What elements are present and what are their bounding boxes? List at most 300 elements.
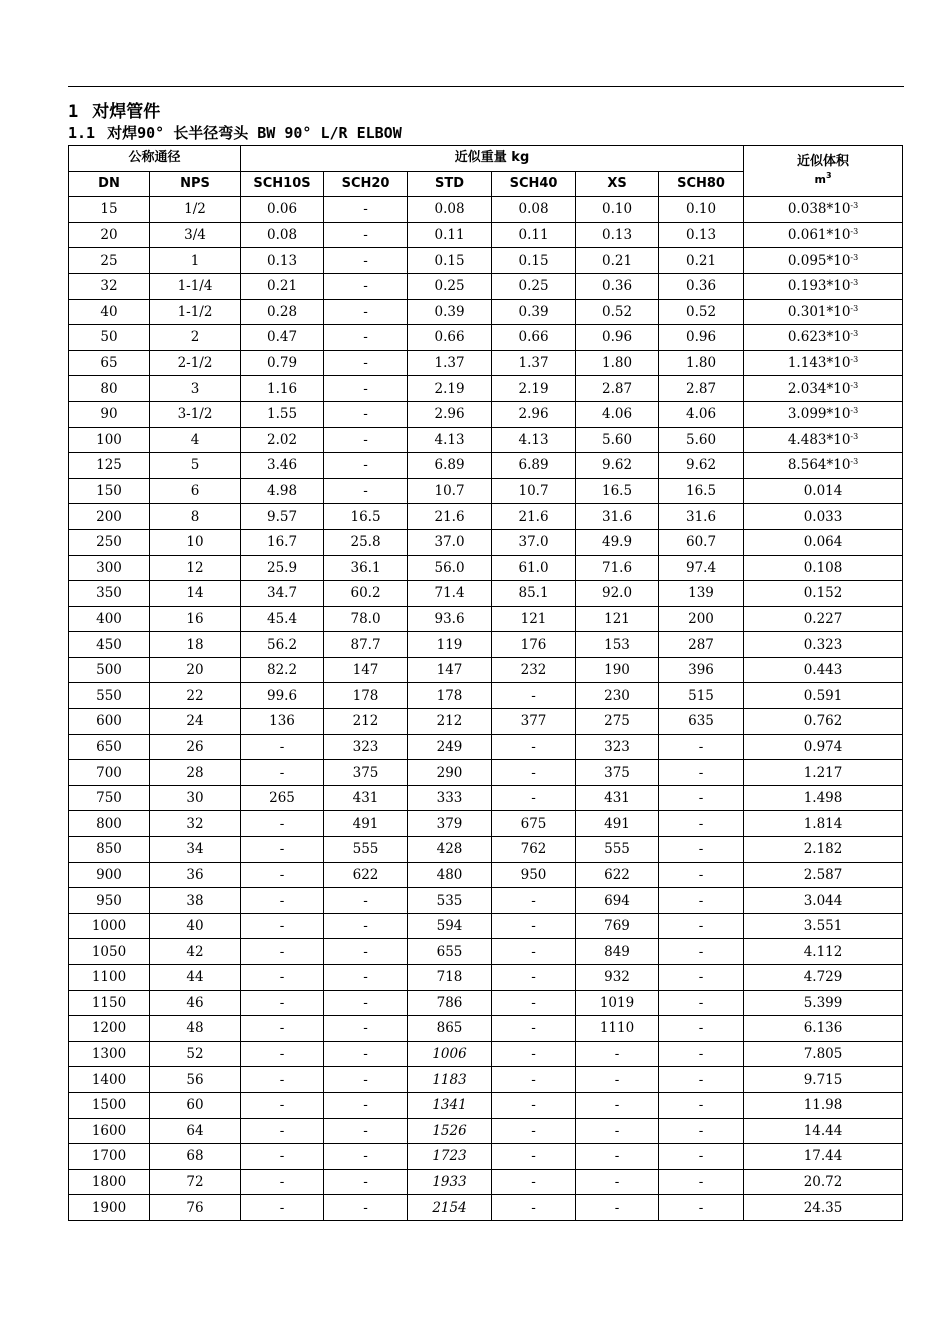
cell-sch20: 147	[324, 657, 408, 683]
cell-nps: 3/4	[150, 222, 241, 248]
cell-sch10s: 0.13	[241, 248, 324, 274]
cell-sch10s: 9.57	[241, 504, 324, 530]
cell-volume: 0.974	[744, 734, 903, 760]
cell-xs: -	[576, 1118, 659, 1144]
cell-sch80: 31.6	[659, 504, 744, 530]
col-header-sch80: SCH80	[659, 171, 744, 197]
cell-sch20: 491	[324, 811, 408, 837]
cell-dn: 80	[69, 376, 150, 402]
cell-sch20: -	[324, 401, 408, 427]
cell-sch80: 200	[659, 606, 744, 632]
cell-sch10s: -	[241, 939, 324, 965]
col-header-nps: NPS	[150, 171, 241, 197]
cell-sch80: -	[659, 939, 744, 965]
cell-sch10s: 3.46	[241, 453, 324, 479]
table-row	[69, 1118, 903, 1144]
cell-sch80: -	[659, 862, 744, 888]
cell-xs: 1.80	[576, 350, 659, 376]
cell-dn: 1150	[69, 990, 150, 1016]
table-row	[69, 734, 903, 760]
cell-xs: 932	[576, 965, 659, 991]
cell-dn: 1200	[69, 1016, 150, 1042]
cell-dn: 850	[69, 837, 150, 863]
cell-nps: 32	[150, 811, 241, 837]
cell-sch80: 60.7	[659, 529, 744, 555]
cell-sch40: -	[492, 939, 576, 965]
cell-sch10s: 0.21	[241, 273, 324, 299]
table-row	[69, 632, 903, 658]
cell-volume: 1.814	[744, 811, 903, 837]
cell-sch40: 675	[492, 811, 576, 837]
cell-sch40: 0.11	[492, 222, 576, 248]
cell-dn: 50	[69, 325, 150, 351]
cell-volume: 14.44	[744, 1118, 903, 1144]
cell-sch40: -	[492, 1067, 576, 1093]
cell-dn: 15	[69, 197, 150, 223]
cell-sch40: 85.1	[492, 581, 576, 607]
cell-dn: 1400	[69, 1067, 150, 1093]
cell-xs: 694	[576, 888, 659, 914]
cell-std: 718	[408, 965, 492, 991]
cell-nps: 8	[150, 504, 241, 530]
cell-sch80: -	[659, 1067, 744, 1093]
cell-std: 2.96	[408, 401, 492, 427]
cell-sch80: 1.80	[659, 350, 744, 376]
cell-nps: 1-1/2	[150, 299, 241, 325]
cell-std: 1183	[408, 1067, 492, 1093]
cell-xs: 190	[576, 657, 659, 683]
cell-volume: 20.72	[744, 1169, 903, 1195]
cell-volume: $4.483*10^{-3}$	[744, 427, 903, 453]
table-row	[69, 683, 903, 709]
cell-dn: 900	[69, 862, 150, 888]
cell-volume: $2.034*10^{-3}$	[744, 376, 903, 402]
cell-xs: 2.87	[576, 376, 659, 402]
cell-sch40: -	[492, 1118, 576, 1144]
cell-xs: 849	[576, 939, 659, 965]
col-header-std: STD	[408, 171, 492, 197]
cell-dn: 400	[69, 606, 150, 632]
cell-nps: 1-1/4	[150, 273, 241, 299]
cell-sch10s: -	[241, 1041, 324, 1067]
cell-nps: 42	[150, 939, 241, 965]
cell-nps: 10	[150, 529, 241, 555]
cell-xs: 769	[576, 913, 659, 939]
cell-nps: 40	[150, 913, 241, 939]
cell-sch10s: -	[241, 1092, 324, 1118]
cell-dn: 1600	[69, 1118, 150, 1144]
cell-sch10s: -	[241, 760, 324, 786]
col-header-sch20: SCH20	[324, 171, 408, 197]
cell-volume: 0.033	[744, 504, 903, 530]
cell-sch40: 2.19	[492, 376, 576, 402]
cell-sch40: 0.08	[492, 197, 576, 223]
cell-volume: 1.217	[744, 760, 903, 786]
cell-sch40: -	[492, 734, 576, 760]
cell-sch10s: 25.9	[241, 555, 324, 581]
cell-nps: 56	[150, 1067, 241, 1093]
cell-dn: 600	[69, 709, 150, 735]
cell-volume: $3.099*10^{-3}$	[744, 401, 903, 427]
cell-std: 37.0	[408, 529, 492, 555]
cell-volume: 0.323	[744, 632, 903, 658]
cell-sch20: -	[324, 1016, 408, 1042]
cell-xs: 5.60	[576, 427, 659, 453]
cell-sch10s: 0.79	[241, 350, 324, 376]
cell-sch40: -	[492, 785, 576, 811]
cell-std: 333	[408, 785, 492, 811]
cell-nps: 36	[150, 862, 241, 888]
cell-volume: $0.193*10^{-3}$	[744, 273, 903, 299]
cell-nps: 26	[150, 734, 241, 760]
cell-xs: 121	[576, 606, 659, 632]
table-row	[69, 1092, 903, 1118]
cell-dn: 65	[69, 350, 150, 376]
cell-sch10s: 0.08	[241, 222, 324, 248]
cell-sch80: -	[659, 1118, 744, 1144]
cell-dn: 650	[69, 734, 150, 760]
cell-nps: 12	[150, 555, 241, 581]
cell-sch40: 6.89	[492, 453, 576, 479]
cell-std: 2154	[408, 1195, 492, 1221]
cell-sch40: -	[492, 1195, 576, 1221]
cell-std: 379	[408, 811, 492, 837]
table-row	[69, 709, 903, 735]
cell-std: 0.39	[408, 299, 492, 325]
table-row	[69, 1195, 903, 1221]
cell-sch10s: -	[241, 990, 324, 1016]
cell-dn: 125	[69, 453, 150, 479]
cell-std: 0.11	[408, 222, 492, 248]
cell-sch80: -	[659, 1092, 744, 1118]
cell-std: 1526	[408, 1118, 492, 1144]
cell-sch40: 950	[492, 862, 576, 888]
cell-std: 0.66	[408, 325, 492, 351]
cell-sch20: -	[324, 1067, 408, 1093]
cell-sch10s: -	[241, 888, 324, 914]
cell-sch20: 78.0	[324, 606, 408, 632]
cell-nps: 16	[150, 606, 241, 632]
cell-nps: 46	[150, 990, 241, 1016]
cell-std: 1006	[408, 1041, 492, 1067]
top-rule	[68, 86, 904, 87]
cell-std: 10.7	[408, 478, 492, 504]
cell-std: 594	[408, 913, 492, 939]
cell-sch80: 287	[659, 632, 744, 658]
table-row	[69, 504, 903, 530]
cell-sch40: 37.0	[492, 529, 576, 555]
cell-xs: 431	[576, 785, 659, 811]
cell-sch20: -	[324, 299, 408, 325]
cell-sch80: -	[659, 888, 744, 914]
cell-std: 1341	[408, 1092, 492, 1118]
cell-sch80: 0.13	[659, 222, 744, 248]
cell-dn: 1500	[69, 1092, 150, 1118]
cell-volume: 17.44	[744, 1144, 903, 1170]
cell-xs: 622	[576, 862, 659, 888]
table-row	[69, 760, 903, 786]
cell-sch40: -	[492, 683, 576, 709]
cell-sch10s: 1.16	[241, 376, 324, 402]
cell-std: 147	[408, 657, 492, 683]
cell-sch80: -	[659, 913, 744, 939]
cell-sch20: -	[324, 1041, 408, 1067]
cell-volume: 5.399	[744, 990, 903, 1016]
cell-std: 535	[408, 888, 492, 914]
cell-dn: 20	[69, 222, 150, 248]
cell-nps: 18	[150, 632, 241, 658]
cell-sch10s: 136	[241, 709, 324, 735]
cell-sch80: 396	[659, 657, 744, 683]
cell-std: 93.6	[408, 606, 492, 632]
cell-sch80: -	[659, 1169, 744, 1195]
cell-sch20: 323	[324, 734, 408, 760]
cell-volume: $0.095*10^{-3}$	[744, 248, 903, 274]
cell-sch40: 4.13	[492, 427, 576, 453]
subsection-number: 1.1	[68, 124, 96, 142]
volume-header-label: 近似体积	[797, 154, 850, 170]
cell-sch80: -	[659, 811, 744, 837]
cell-sch40: -	[492, 1144, 576, 1170]
cell-sch80: 139	[659, 581, 744, 607]
cell-std: 655	[408, 939, 492, 965]
section-number: 1	[68, 102, 79, 122]
col-header-sch10s: SCH10S	[241, 171, 324, 197]
cell-sch40: 377	[492, 709, 576, 735]
cell-dn: 1800	[69, 1169, 150, 1195]
cell-volume: 0.443	[744, 657, 903, 683]
cell-sch10s: -	[241, 913, 324, 939]
cell-sch40: -	[492, 888, 576, 914]
cell-sch40: 762	[492, 837, 576, 863]
cell-xs: 0.36	[576, 273, 659, 299]
cell-sch80: 515	[659, 683, 744, 709]
cell-sch80: 16.5	[659, 478, 744, 504]
cell-nps: 2-1/2	[150, 350, 241, 376]
cell-std: 119	[408, 632, 492, 658]
cell-sch20: 212	[324, 709, 408, 735]
cell-sch40: -	[492, 1016, 576, 1042]
cell-dn: 25	[69, 248, 150, 274]
cell-sch20: -	[324, 427, 408, 453]
cell-xs: 0.21	[576, 248, 659, 274]
cell-sch20: 87.7	[324, 632, 408, 658]
cell-sch10s: -	[241, 1195, 324, 1221]
cell-volume: 2.182	[744, 837, 903, 863]
cell-sch10s: 0.47	[241, 325, 324, 351]
cell-xs: 0.52	[576, 299, 659, 325]
cell-xs: -	[576, 1144, 659, 1170]
cell-std: 1.37	[408, 350, 492, 376]
cell-volume: $0.301*10^{-3}$	[744, 299, 903, 325]
cell-xs: 275	[576, 709, 659, 735]
table-body	[69, 197, 903, 1221]
cell-sch20: 375	[324, 760, 408, 786]
cell-volume: 7.805	[744, 1041, 903, 1067]
table-row	[69, 1144, 903, 1170]
cell-nps: 2	[150, 325, 241, 351]
cell-nps: 28	[150, 760, 241, 786]
cell-xs: 0.13	[576, 222, 659, 248]
cell-sch80: 635	[659, 709, 744, 735]
cell-sch80: -	[659, 1195, 744, 1221]
cell-nps: 6	[150, 478, 241, 504]
cell-sch40: 10.7	[492, 478, 576, 504]
table-row	[69, 965, 903, 991]
cell-sch20: 25.8	[324, 529, 408, 555]
cell-nps: 52	[150, 1041, 241, 1067]
cell-nps: 76	[150, 1195, 241, 1221]
cell-sch10s: 16.7	[241, 529, 324, 555]
cell-sch80: 2.87	[659, 376, 744, 402]
cell-xs: 49.9	[576, 529, 659, 555]
table-row	[69, 888, 903, 914]
table-row	[69, 299, 903, 325]
cell-volume: 0.014	[744, 478, 903, 504]
cell-nps: 1	[150, 248, 241, 274]
cell-volume: $0.623*10^{-3}$	[744, 325, 903, 351]
cell-sch40: 176	[492, 632, 576, 658]
cell-dn: 90	[69, 401, 150, 427]
cell-std: 1933	[408, 1169, 492, 1195]
table-row	[69, 453, 903, 479]
cell-xs: 31.6	[576, 504, 659, 530]
table-row	[69, 350, 903, 376]
cell-sch40: 0.25	[492, 273, 576, 299]
cell-sch80: -	[659, 760, 744, 786]
cell-sch40: 0.66	[492, 325, 576, 351]
cell-volume: 11.98	[744, 1092, 903, 1118]
cell-sch20: 36.1	[324, 555, 408, 581]
cell-nps: 38	[150, 888, 241, 914]
cell-std: 249	[408, 734, 492, 760]
cell-sch20: -	[324, 248, 408, 274]
cell-sch20: -	[324, 1092, 408, 1118]
cell-sch20: -	[324, 478, 408, 504]
cell-sch80: 4.06	[659, 401, 744, 427]
cell-std: 0.15	[408, 248, 492, 274]
cell-sch80: 0.10	[659, 197, 744, 223]
cell-sch40: 1.37	[492, 350, 576, 376]
cell-sch20: -	[324, 1144, 408, 1170]
cell-sch10s: -	[241, 1169, 324, 1195]
cell-volume: $0.038*10^{-3}$	[744, 197, 903, 223]
cell-xs: -	[576, 1067, 659, 1093]
cell-xs: 153	[576, 632, 659, 658]
cell-nps: 72	[150, 1169, 241, 1195]
cell-nps: 1/2	[150, 197, 241, 223]
cell-dn: 1050	[69, 939, 150, 965]
cell-volume: 0.108	[744, 555, 903, 581]
cell-sch20: -	[324, 965, 408, 991]
cell-dn: 250	[69, 529, 150, 555]
cell-volume: $0.061*10^{-3}$	[744, 222, 903, 248]
cell-sch10s: -	[241, 1067, 324, 1093]
cell-sch20: 622	[324, 862, 408, 888]
col-header-dn: DN	[69, 171, 150, 197]
cell-sch20: -	[324, 453, 408, 479]
table-row	[69, 785, 903, 811]
cell-sch80: -	[659, 1016, 744, 1042]
cell-std: 2.19	[408, 376, 492, 402]
table-row	[69, 1169, 903, 1195]
cell-xs: 323	[576, 734, 659, 760]
cell-std: 178	[408, 683, 492, 709]
cell-nps: 22	[150, 683, 241, 709]
elbow-spec-table	[68, 145, 903, 1221]
cell-sch40: 232	[492, 657, 576, 683]
table-row	[69, 657, 903, 683]
table-row	[69, 837, 903, 863]
cell-sch40: 121	[492, 606, 576, 632]
cell-sch80: 0.36	[659, 273, 744, 299]
weight-header: 近似重量 kg	[241, 146, 744, 172]
cell-xs: -	[576, 1041, 659, 1067]
cell-sch20: -	[324, 939, 408, 965]
cell-sch20: -	[324, 990, 408, 1016]
cell-std: 4.13	[408, 427, 492, 453]
cell-xs: 1019	[576, 990, 659, 1016]
table-row	[69, 197, 903, 223]
cell-nps: 64	[150, 1118, 241, 1144]
cell-sch10s: 0.28	[241, 299, 324, 325]
table-row	[69, 1016, 903, 1042]
cell-sch40: -	[492, 760, 576, 786]
table-row	[69, 990, 903, 1016]
cell-dn: 100	[69, 427, 150, 453]
cell-volume: 3.551	[744, 913, 903, 939]
cell-xs: 491	[576, 811, 659, 837]
cell-dn: 450	[69, 632, 150, 658]
cell-sch20: -	[324, 350, 408, 376]
cell-dn: 300	[69, 555, 150, 581]
cell-dn: 550	[69, 683, 150, 709]
cell-sch40: 61.0	[492, 555, 576, 581]
cell-nps: 44	[150, 965, 241, 991]
table-row	[69, 1041, 903, 1067]
cell-dn: 1100	[69, 965, 150, 991]
cell-sch80: -	[659, 990, 744, 1016]
cell-dn: 40	[69, 299, 150, 325]
cell-dn: 350	[69, 581, 150, 607]
cell-sch10s: -	[241, 811, 324, 837]
table-row	[69, 606, 903, 632]
cell-sch10s: 34.7	[241, 581, 324, 607]
cell-nps: 14	[150, 581, 241, 607]
table-row	[69, 248, 903, 274]
cell-xs: -	[576, 1092, 659, 1118]
cell-sch80: -	[659, 965, 744, 991]
cell-dn: 800	[69, 811, 150, 837]
cell-volume: 6.136	[744, 1016, 903, 1042]
table-row	[69, 529, 903, 555]
cell-sch20: -	[324, 222, 408, 248]
cell-sch80: -	[659, 1144, 744, 1170]
cell-sch20: 431	[324, 785, 408, 811]
cell-xs: 71.6	[576, 555, 659, 581]
cell-sch20: 16.5	[324, 504, 408, 530]
cell-sch40: 0.15	[492, 248, 576, 274]
cell-sch10s: -	[241, 1016, 324, 1042]
table-row	[69, 325, 903, 351]
cell-std: 290	[408, 760, 492, 786]
cell-sch10s: 99.6	[241, 683, 324, 709]
volume-header	[744, 146, 903, 197]
cell-dn: 32	[69, 273, 150, 299]
cell-volume: 3.044	[744, 888, 903, 914]
table-row	[69, 427, 903, 453]
cell-sch10s: -	[241, 1144, 324, 1170]
